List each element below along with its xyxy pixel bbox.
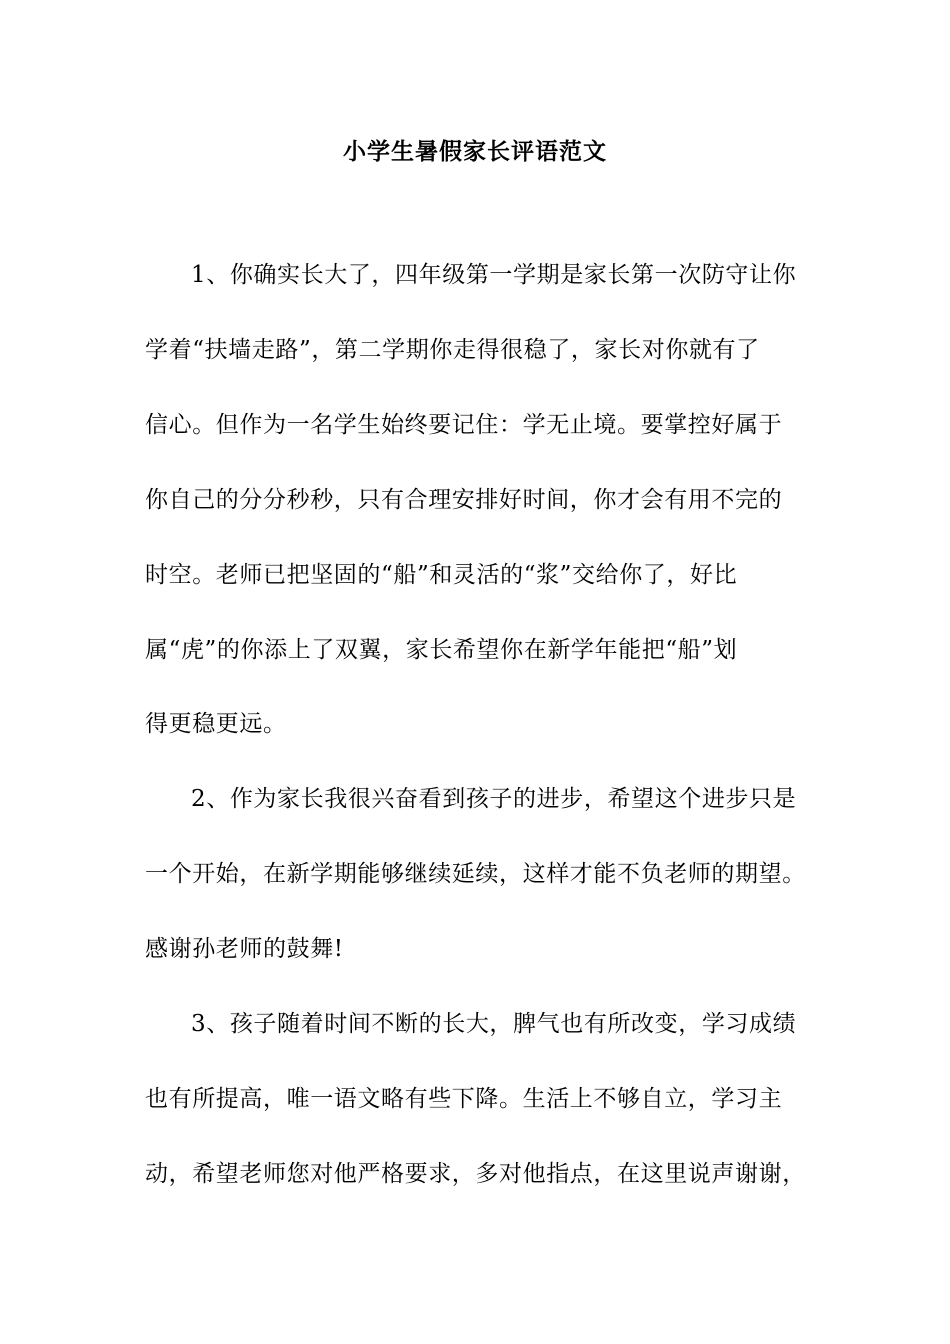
paragraph-3-line-2: 也有所提高，唯一语文略有些下降。生活上不够自立，学习主 bbox=[145, 1086, 783, 1112]
paragraph-3-line-1: 3、孩子随着时间不断的长大，脾气也有所改变，学习成绩 bbox=[191, 1011, 797, 1037]
paragraph-3-line-3: 动，希望老师您对他严格要求，多对他指点，在这里说声谢谢， bbox=[145, 1161, 806, 1187]
paragraph-1-line-6: 属“虎”的你添上了双翼，家长希望你在新学年能把“船”划 bbox=[145, 637, 738, 663]
paragraph-2-line-2: 一个开始，在新学期能够继续延续，这样才能不负老师的期望。 bbox=[145, 861, 806, 887]
paragraph-2-line-3: 感谢孙老师的鼓舞! bbox=[145, 936, 344, 962]
paragraph-1-line-1: 1、你确实长大了，四年级第一学期是家长第一次防守让你 bbox=[191, 262, 797, 288]
document-title: 小学生暑假家长评语范文 bbox=[343, 138, 607, 165]
paragraph-1-line-2: 学着“扶墙走路”，第二学期你走得很稳了，家长对你就有了 bbox=[145, 337, 760, 363]
paragraph-2-line-1: 2、作为家长我很兴奋看到孩子的进步，希望这个进步只是 bbox=[191, 786, 797, 812]
paragraph-1-line-5: 时空。老师已把坚固的“船”和灵活的“浆”交给你了，好比 bbox=[145, 562, 738, 588]
paragraph-1-line-3: 信心。但作为一名学生始终要记住：学无止境。要掌控好属于 bbox=[145, 412, 783, 438]
paragraph-1-line-7: 得更稳更远。 bbox=[145, 711, 287, 737]
paragraph-1-line-4: 你自己的分分秒秒，只有合理安排好时间，你才会有用不完的 bbox=[145, 487, 783, 513]
